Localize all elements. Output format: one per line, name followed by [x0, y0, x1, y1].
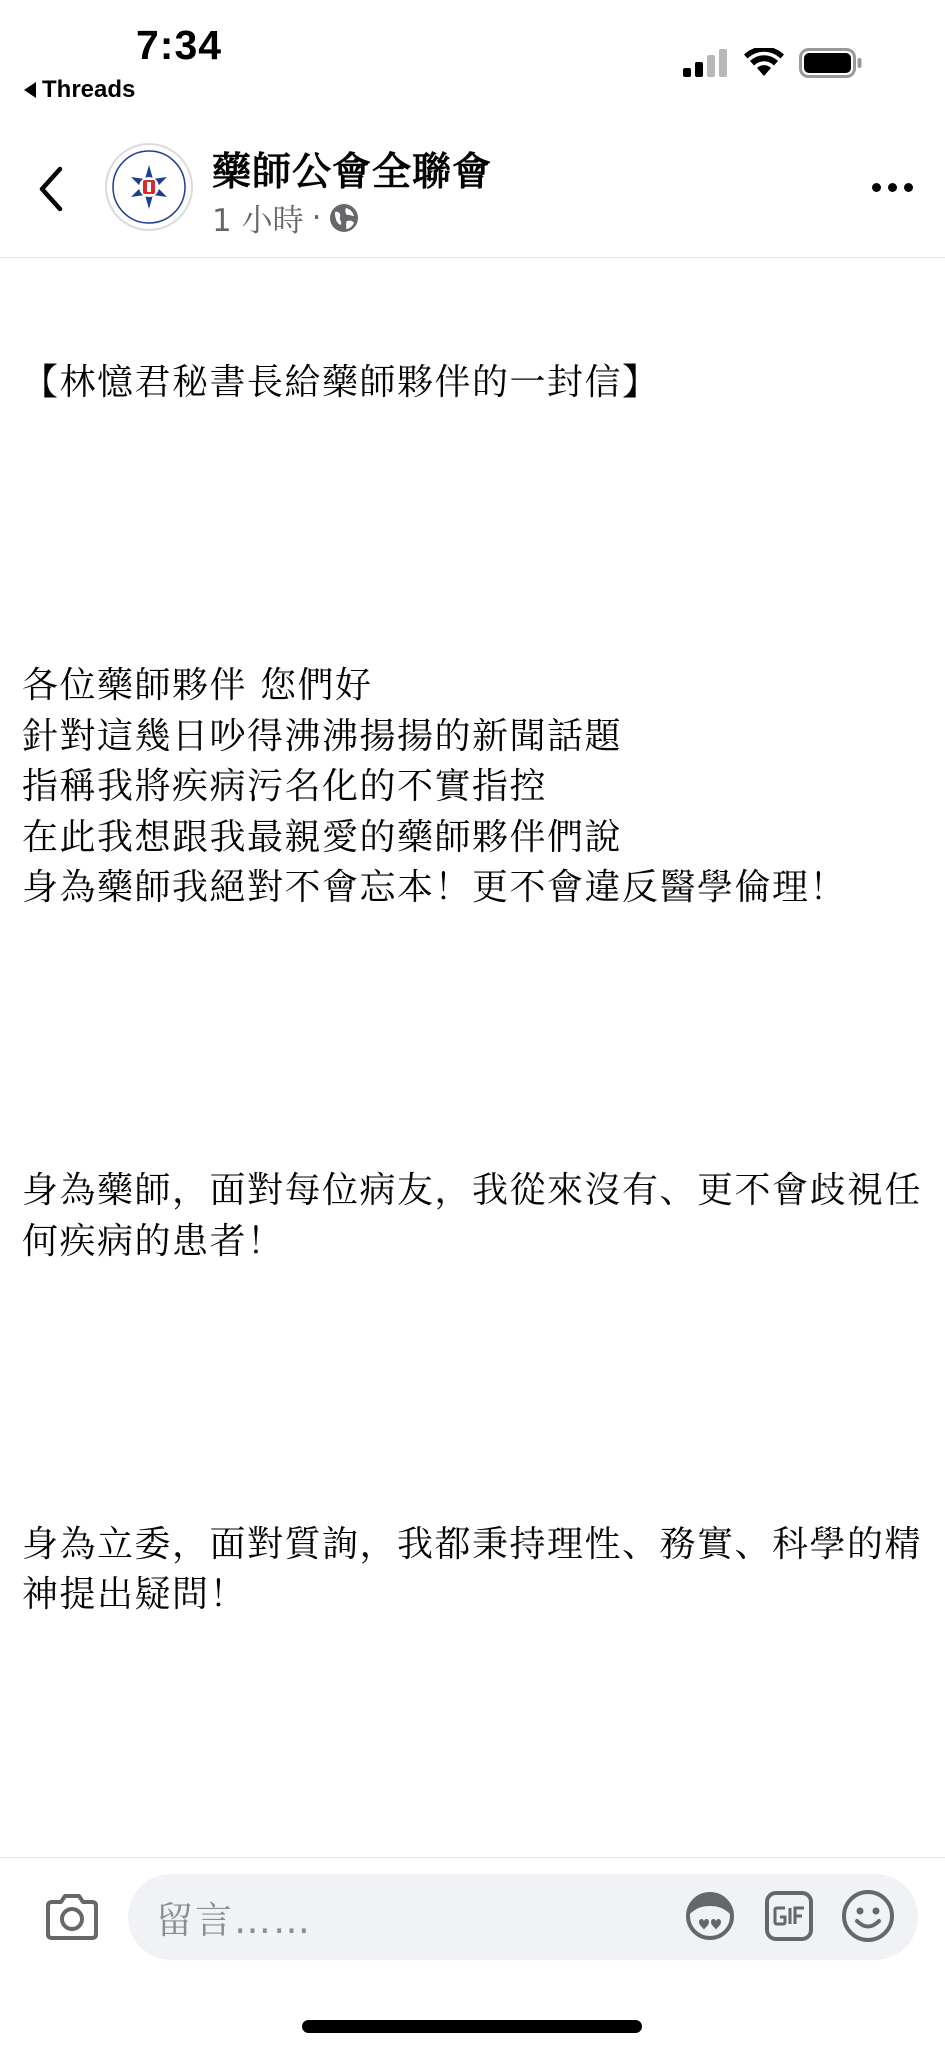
chevron-left-icon[interactable] [34, 165, 70, 213]
page-name[interactable]: 藥師公會全聯會 [212, 150, 493, 195]
post-paragraph: 身為立委，面對質詢，我都秉持理性、務實、科學的精神提出疑問！ [22, 1523, 923, 1615]
post-meta [212, 195, 359, 240]
comment-placeholder: 留言…… [156, 1899, 312, 1942]
post-time: 1 小時 [212, 203, 304, 239]
status-icons [683, 48, 863, 78]
post-title: 【林憶君秘書長給藥師夥伴的一封信】 [22, 362, 660, 403]
more-dot [872, 183, 881, 192]
paragraph-gap [22, 510, 927, 561]
pharmacist-association-logo-icon [107, 145, 191, 229]
status-time: 7:34 [136, 22, 223, 68]
cellular-signal-icon [683, 49, 729, 77]
back-triangle-icon [24, 82, 36, 98]
status-bar [0, 0, 945, 115]
more-dot [888, 183, 897, 192]
paragraph-gap [22, 1722, 927, 1773]
return-to-threads-button[interactable] [24, 76, 135, 104]
post-paragraph: 各位藥師夥伴 您們好 針對這幾日吵得沸沸揚揚的新聞話題 指稱我將疾病污名化的不實指控 在此我想跟我最親愛的藥師夥伴們說 身為藥師我絕對不會忘本！更不會違反醫學倫理！ [22, 665, 848, 908]
wifi-icon [743, 48, 785, 78]
post-paragraph: 身為藥師，面對每位病友，我從來沒有、更不會歧視任何疾病的患者！ [22, 1170, 923, 1262]
camera-icon[interactable] [44, 1892, 100, 1942]
post-text [22, 257, 927, 1857]
return-app-label: Threads [42, 76, 136, 103]
post-body [0, 257, 945, 1857]
comment-bar [0, 1857, 945, 2049]
paragraph-gap [22, 1368, 927, 1419]
more-options-button[interactable] [872, 183, 913, 192]
gif-icon[interactable] [764, 1890, 814, 1942]
more-dot [904, 183, 913, 192]
paragraph-gap [22, 1015, 927, 1066]
home-indicator[interactable] [302, 2020, 642, 2033]
post-header [0, 115, 945, 258]
emoji-icon[interactable] [840, 1888, 896, 1944]
globe-icon [329, 203, 359, 233]
avatar-sticker-icon[interactable] [682, 1888, 738, 1944]
battery-icon [799, 48, 863, 78]
page-avatar[interactable] [105, 143, 193, 231]
meta-separator: · [311, 199, 322, 236]
